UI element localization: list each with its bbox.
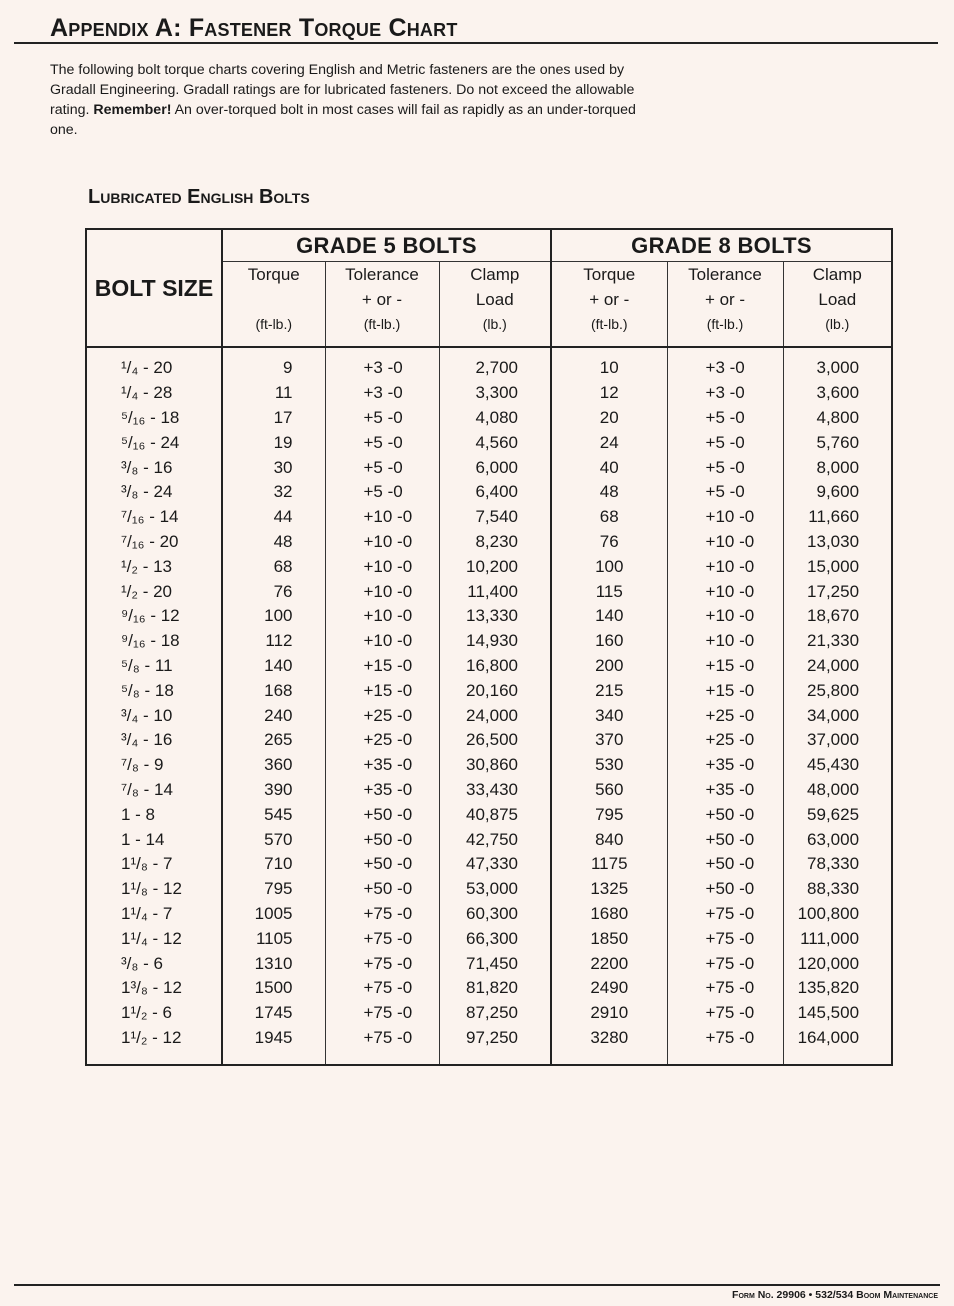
table-row — [86, 678, 892, 703]
g8-tolerance-cell: +10 -0 — [667, 554, 783, 579]
table-row — [86, 703, 892, 728]
bolt-size-cell: ⁵/₈ - 18 — [86, 678, 222, 703]
g8-tolerance-cell: +75 -0 — [667, 1026, 783, 1066]
header-unit: (ft-lb.) — [706, 316, 744, 332]
g8-tolerance-cell: +10 -0 — [667, 579, 783, 604]
bolt-size-cell: ⁷/₁₆ - 20 — [86, 530, 222, 555]
g5-torque-cell: 1310 — [254, 953, 293, 973]
g8-tolerance-cell: +15 -0 — [667, 654, 783, 679]
header-unit: (lb.) — [482, 316, 507, 332]
g5-clamp-load-cell: 4,080 — [439, 406, 551, 431]
g8-torque-cell: 215 — [551, 678, 667, 703]
header-line: Torque — [247, 265, 300, 284]
table-row — [86, 778, 892, 803]
g8-torque-cell: 40 — [551, 455, 667, 480]
g5-clamp-header — [439, 262, 551, 348]
g8-clamp-load-cell: 100,800 — [783, 902, 892, 927]
table-row — [86, 654, 892, 679]
g8-tolerance-cell: +35 -0 — [667, 753, 783, 778]
g8-torque-cell: 100 — [551, 554, 667, 579]
g5-clamp-load-cell: 26,500 — [439, 728, 551, 753]
g8-clamp-load-cell: 63,000 — [783, 827, 892, 852]
g8-torque-cell: 160 — [551, 629, 667, 654]
g5-torque-cell: 1500 — [254, 978, 293, 998]
intro-text-2: An over-torqued bolt in most cases will fail as rapidly as an under-torqued one. — [50, 102, 636, 138]
table-row — [86, 480, 892, 505]
bolt-size-header: BOLT SIZE — [86, 229, 222, 347]
g8-torque-cell: 560 — [551, 778, 667, 803]
g5-tolerance-cell: +50 -0 — [325, 852, 439, 877]
bolt-size-cell: ⁷/₈ - 9 — [86, 753, 222, 778]
g8-tolerance-cell: +10 -0 — [667, 530, 783, 555]
g5-tolerance-cell: +25 -0 — [325, 703, 439, 728]
table-row — [86, 976, 892, 1001]
g5-torque-cell: 1745 — [254, 1003, 293, 1023]
g8-tolerance-cell: +3 -0 — [667, 381, 783, 406]
g5-torque-cell: 1005 — [254, 903, 293, 923]
grade5-header: GRADE 5 BOLTS — [222, 229, 551, 262]
g8-tolerance-cell: +50 -0 — [667, 877, 783, 902]
header-divider — [14, 42, 938, 44]
g5-torque-cell: 265 — [264, 730, 293, 750]
g5-torque-cell: 1105 — [255, 928, 293, 948]
g8-clamp-load-cell: 45,430 — [783, 753, 892, 778]
g5-torque-cell: 112 — [265, 631, 293, 651]
g8-tolerance-cell: +3 -0 — [667, 347, 783, 381]
g8-clamp-load-cell: 37,000 — [783, 728, 892, 753]
header-line: Tolerance — [688, 265, 762, 284]
g5-torque-cell: 100 — [264, 606, 293, 626]
bolt-size-cell: ¹/₄ - 28 — [86, 381, 222, 406]
g5-tolerance-cell: +3 -0 — [325, 347, 439, 381]
table-row — [86, 728, 892, 753]
g5-tolerance-cell: +50 -0 — [325, 802, 439, 827]
g5-torque-cell: 1945 — [254, 1027, 293, 1047]
torque-table — [85, 228, 893, 1066]
g5-tolerance-cell: +75 -0 — [325, 902, 439, 927]
g5-torque-cell: 710 — [264, 854, 293, 874]
table-row — [86, 827, 892, 852]
g8-clamp-load-cell: 34,000 — [783, 703, 892, 728]
intro-emphasis: Remember! — [93, 102, 172, 118]
bolt-size-cell: 1¹/₄ - 7 — [86, 902, 222, 927]
g8-clamp-load-cell: 5,760 — [783, 430, 892, 455]
torque-table-body — [86, 347, 892, 1065]
g5-clamp-load-cell: 2,700 — [439, 347, 551, 381]
g5-tolerance-cell: +5 -0 — [325, 480, 439, 505]
g5-clamp-load-cell: 6,000 — [439, 455, 551, 480]
g8-tolerance-cell: +50 -0 — [667, 827, 783, 852]
table-row — [86, 1001, 892, 1026]
bolt-size-cell: ¹/₄ - 20 — [86, 347, 222, 381]
g8-clamp-load-cell: 21,330 — [783, 629, 892, 654]
bolt-size-cell: 1³/₈ - 12 — [86, 976, 222, 1001]
g5-clamp-load-cell: 13,330 — [439, 604, 551, 629]
table-row — [86, 902, 892, 927]
section-title: Lubricated English Bolts — [88, 186, 310, 208]
bolt-size-cell: 1¹/₂ - 6 — [86, 1001, 222, 1026]
g5-torque-cell: 360 — [264, 755, 293, 775]
g5-tolerance-cell: +75 -0 — [325, 926, 439, 951]
table-row — [86, 406, 892, 431]
g8-torque-cell: 1680 — [551, 902, 667, 927]
g8-clamp-load-cell: 25,800 — [783, 678, 892, 703]
g8-clamp-load-cell: 59,625 — [783, 802, 892, 827]
g5-torque-cell: 19 — [273, 432, 293, 452]
g5-torque-header — [222, 262, 325, 348]
g8-torque-cell: 2200 — [551, 951, 667, 976]
g5-clamp-load-cell: 7,540 — [439, 505, 551, 530]
table-row — [86, 1026, 892, 1066]
header-line: + or - — [361, 290, 403, 309]
bolt-size-cell: 1 - 14 — [86, 827, 222, 852]
g8-clamp-load-cell: 9,600 — [783, 480, 892, 505]
g5-clamp-load-cell: 30,860 — [439, 753, 551, 778]
table-row — [86, 877, 892, 902]
bolt-size-cell: 1¹/₂ - 12 — [86, 1026, 222, 1066]
g8-torque-cell: 115 — [551, 579, 667, 604]
g8-tolerance-cell: +50 -0 — [667, 802, 783, 827]
g5-tolerance-cell: +10 -0 — [325, 604, 439, 629]
g8-tolerance-cell: +25 -0 — [667, 703, 783, 728]
g8-tolerance-cell: +15 -0 — [667, 678, 783, 703]
g8-clamp-load-cell: 48,000 — [783, 778, 892, 803]
table-row — [86, 604, 892, 629]
g8-clamp-load-cell: 8,000 — [783, 455, 892, 480]
bolt-size-cell: ¹/₂ - 13 — [86, 554, 222, 579]
g5-clamp-load-cell: 4,560 — [439, 430, 551, 455]
table-row — [86, 505, 892, 530]
g8-torque-header — [551, 262, 667, 348]
bolt-size-cell: ⁵/₈ - 11 — [86, 654, 222, 679]
g5-clamp-load-cell: 60,300 — [439, 902, 551, 927]
g5-torque-cell: 140 — [264, 655, 293, 675]
g5-torque-cell: 795 — [264, 879, 293, 899]
g5-clamp-load-cell: 87,250 — [439, 1001, 551, 1026]
g8-tolerance-header — [667, 262, 783, 348]
g5-tolerance-cell: +10 -0 — [325, 579, 439, 604]
table-row — [86, 430, 892, 455]
g5-tolerance-cell: +10 -0 — [325, 554, 439, 579]
g8-tolerance-cell: +10 -0 — [667, 505, 783, 530]
header-line: Clamp — [470, 265, 520, 284]
g8-torque-cell: 20 — [551, 406, 667, 431]
header-line: Clamp — [812, 265, 862, 284]
intro-paragraph — [50, 60, 660, 140]
g5-tolerance-cell: +35 -0 — [325, 778, 439, 803]
g5-clamp-load-cell: 42,750 — [439, 827, 551, 852]
g8-clamp-load-cell: 120,000 — [783, 951, 892, 976]
header-unit: (ft-lb.) — [255, 316, 293, 332]
bolt-size-cell: ⁷/₁₆ - 14 — [86, 505, 222, 530]
g5-torque-cell: 570 — [264, 829, 293, 849]
g8-clamp-load-cell: 17,250 — [783, 579, 892, 604]
g5-clamp-load-cell: 20,160 — [439, 678, 551, 703]
g5-torque-cell: 240 — [264, 705, 293, 725]
g5-clamp-load-cell: 66,300 — [439, 926, 551, 951]
g8-torque-cell: 1850 — [551, 926, 667, 951]
g5-torque-cell: 68 — [273, 556, 293, 576]
g8-clamp-load-cell: 145,500 — [783, 1001, 892, 1026]
g5-tolerance-cell: +5 -0 — [325, 430, 439, 455]
table-row — [86, 455, 892, 480]
table-row — [86, 530, 892, 555]
g8-tolerance-cell: +75 -0 — [667, 951, 783, 976]
g5-tolerance-cell: +15 -0 — [325, 678, 439, 703]
g8-torque-cell: 2490 — [551, 976, 667, 1001]
bolt-size-cell: 1¹/₄ - 12 — [86, 926, 222, 951]
g5-tolerance-cell: +15 -0 — [325, 654, 439, 679]
header-line: Torque — [583, 265, 636, 284]
g8-tolerance-cell: +5 -0 — [667, 455, 783, 480]
g8-torque-cell: 68 — [551, 505, 667, 530]
table-row — [86, 753, 892, 778]
bolt-size-cell: ³/₈ - 6 — [86, 951, 222, 976]
g5-clamp-load-cell: 11,400 — [439, 579, 551, 604]
g8-tolerance-cell: +75 -0 — [667, 1001, 783, 1026]
g8-torque-cell: 1175 — [551, 852, 667, 877]
g8-torque-cell: 340 — [551, 703, 667, 728]
header-line: Load — [475, 290, 514, 309]
g8-torque-cell: 200 — [551, 654, 667, 679]
g5-clamp-load-cell: 33,430 — [439, 778, 551, 803]
g5-tolerance-cell: +50 -0 — [325, 827, 439, 852]
header-line: + or - — [589, 290, 630, 309]
table-row — [86, 347, 892, 381]
g5-torque-cell: 44 — [273, 507, 293, 527]
footer-divider — [14, 1284, 940, 1286]
g8-tolerance-cell: +25 -0 — [667, 728, 783, 753]
g5-torque-cell: 9 — [283, 358, 293, 378]
g8-clamp-load-cell: 88,330 — [783, 877, 892, 902]
g8-torque-cell: 530 — [551, 753, 667, 778]
g5-torque-cell: 17 — [273, 407, 293, 427]
g5-tolerance-cell: +10 -0 — [325, 505, 439, 530]
g5-tolerance-cell: +10 -0 — [325, 530, 439, 555]
g8-clamp-load-cell: 164,000 — [783, 1026, 892, 1066]
g8-clamp-load-cell: 15,000 — [783, 554, 892, 579]
header-unit: (ft-lb.) — [590, 316, 628, 332]
g8-clamp-load-cell: 13,030 — [783, 530, 892, 555]
header-line: + or - — [704, 290, 746, 309]
g5-torque-cell: 11 — [274, 383, 293, 403]
g5-clamp-load-cell: 14,930 — [439, 629, 551, 654]
table-row — [86, 852, 892, 877]
g5-torque-cell: 76 — [273, 581, 293, 601]
table-row — [86, 802, 892, 827]
g8-clamp-load-cell: 111,000 — [783, 926, 892, 951]
table-row — [86, 579, 892, 604]
table-row — [86, 951, 892, 976]
g5-tolerance-cell: +25 -0 — [325, 728, 439, 753]
g8-clamp-load-cell: 24,000 — [783, 654, 892, 679]
g8-torque-cell: 3280 — [551, 1026, 667, 1066]
g8-torque-cell: 10 — [551, 347, 667, 381]
g5-torque-cell: 30 — [273, 457, 293, 477]
g5-torque-cell: 390 — [264, 779, 293, 799]
grade8-header: GRADE 8 BOLTS — [551, 229, 892, 262]
header-unit: (ft-lb.) — [363, 316, 401, 332]
g5-clamp-load-cell: 10,200 — [439, 554, 551, 579]
g5-tolerance-cell: +10 -0 — [325, 629, 439, 654]
g8-clamp-load-cell: 3,000 — [783, 347, 892, 381]
g8-torque-cell: 795 — [551, 802, 667, 827]
g5-clamp-load-cell: 6,400 — [439, 480, 551, 505]
g5-tolerance-cell: +35 -0 — [325, 753, 439, 778]
page-title: Appendix A: Fastener Torque Chart — [50, 14, 458, 42]
g8-torque-cell: 48 — [551, 480, 667, 505]
g5-tolerance-cell: +75 -0 — [325, 951, 439, 976]
g8-clamp-header — [783, 262, 892, 348]
g5-clamp-load-cell: 97,250 — [439, 1026, 551, 1066]
g5-clamp-load-cell: 71,450 — [439, 951, 551, 976]
g5-clamp-load-cell: 47,330 — [439, 852, 551, 877]
g5-clamp-load-cell: 3,300 — [439, 381, 551, 406]
g5-torque-cell: 545 — [264, 804, 293, 824]
bolt-size-cell: ³/₈ - 16 — [86, 455, 222, 480]
g8-clamp-load-cell: 3,600 — [783, 381, 892, 406]
g8-tolerance-cell: +75 -0 — [667, 976, 783, 1001]
footer-form-number: Form No. 29906 • 532/534 Boom Maintenance — [732, 1289, 938, 1301]
g8-tolerance-cell: +75 -0 — [667, 902, 783, 927]
g5-tolerance-cell: +3 -0 — [325, 381, 439, 406]
g8-torque-cell: 840 — [551, 827, 667, 852]
g5-torque-cell: 48 — [273, 531, 293, 551]
g8-tolerance-cell: +75 -0 — [667, 926, 783, 951]
g5-torque-cell: 168 — [264, 680, 293, 700]
bolt-size-cell: ⁵/₁₆ - 24 — [86, 430, 222, 455]
g8-clamp-load-cell: 18,670 — [783, 604, 892, 629]
g5-clamp-load-cell: 40,875 — [439, 802, 551, 827]
table-row — [86, 554, 892, 579]
bolt-size-cell: ⁵/₁₆ - 18 — [86, 406, 222, 431]
bolt-size-cell: 1¹/₈ - 7 — [86, 852, 222, 877]
g5-tolerance-cell: +50 -0 — [325, 877, 439, 902]
bolt-size-cell: ¹/₂ - 20 — [86, 579, 222, 604]
g8-tolerance-cell: +5 -0 — [667, 430, 783, 455]
g8-torque-cell: 1325 — [551, 877, 667, 902]
header-line: Load — [818, 290, 857, 309]
g8-torque-cell: 370 — [551, 728, 667, 753]
bolt-size-cell: 1¹/₈ - 12 — [86, 877, 222, 902]
g5-tolerance-cell: +5 -0 — [325, 406, 439, 431]
g5-tolerance-header — [325, 262, 439, 348]
g8-clamp-load-cell: 4,800 — [783, 406, 892, 431]
g5-clamp-load-cell: 81,820 — [439, 976, 551, 1001]
intro-text-1: The following bolt torque charts covering English and Metric fasteners are the ones used by Gradall Engineering. Gradall ratings are for lubricated fasteners. Do not exceed the allowable rating. — [50, 62, 635, 118]
g8-torque-cell: 12 — [551, 381, 667, 406]
g5-tolerance-cell: +75 -0 — [325, 976, 439, 1001]
g5-clamp-load-cell: 53,000 — [439, 877, 551, 902]
bolt-size-cell: ⁷/₈ - 14 — [86, 778, 222, 803]
table-row — [86, 926, 892, 951]
table-row — [86, 629, 892, 654]
g5-tolerance-cell: +5 -0 — [325, 455, 439, 480]
g8-torque-cell: 24 — [551, 430, 667, 455]
g8-torque-cell: 76 — [551, 530, 667, 555]
g5-tolerance-cell: +75 -0 — [325, 1026, 439, 1066]
bolt-size-cell: ⁹/₁₆ - 18 — [86, 629, 222, 654]
g8-clamp-load-cell: 78,330 — [783, 852, 892, 877]
g5-tolerance-cell: +75 -0 — [325, 1001, 439, 1026]
g8-tolerance-cell: +5 -0 — [667, 406, 783, 431]
g8-tolerance-cell: +10 -0 — [667, 604, 783, 629]
header-line: Tolerance — [345, 265, 419, 284]
g5-clamp-load-cell: 24,000 — [439, 703, 551, 728]
bolt-size-cell: ³/₈ - 24 — [86, 480, 222, 505]
g8-tolerance-cell: +50 -0 — [667, 852, 783, 877]
g8-tolerance-cell: +35 -0 — [667, 778, 783, 803]
g5-clamp-load-cell: 8,230 — [439, 530, 551, 555]
g8-torque-cell: 140 — [551, 604, 667, 629]
bolt-size-cell: ⁹/₁₆ - 12 — [86, 604, 222, 629]
g5-clamp-load-cell: 16,800 — [439, 654, 551, 679]
table-row — [86, 381, 892, 406]
g8-clamp-load-cell: 135,820 — [783, 976, 892, 1001]
bolt-size-cell: 1 - 8 — [86, 802, 222, 827]
bolt-size-cell: ³/₄ - 16 — [86, 728, 222, 753]
g8-torque-cell: 2910 — [551, 1001, 667, 1026]
g8-tolerance-cell: +5 -0 — [667, 480, 783, 505]
g8-clamp-load-cell: 11,660 — [783, 505, 892, 530]
g5-torque-cell: 32 — [273, 482, 293, 502]
header-unit: (lb.) — [825, 316, 850, 332]
g8-tolerance-cell: +10 -0 — [667, 629, 783, 654]
bolt-size-cell: ³/₄ - 10 — [86, 703, 222, 728]
